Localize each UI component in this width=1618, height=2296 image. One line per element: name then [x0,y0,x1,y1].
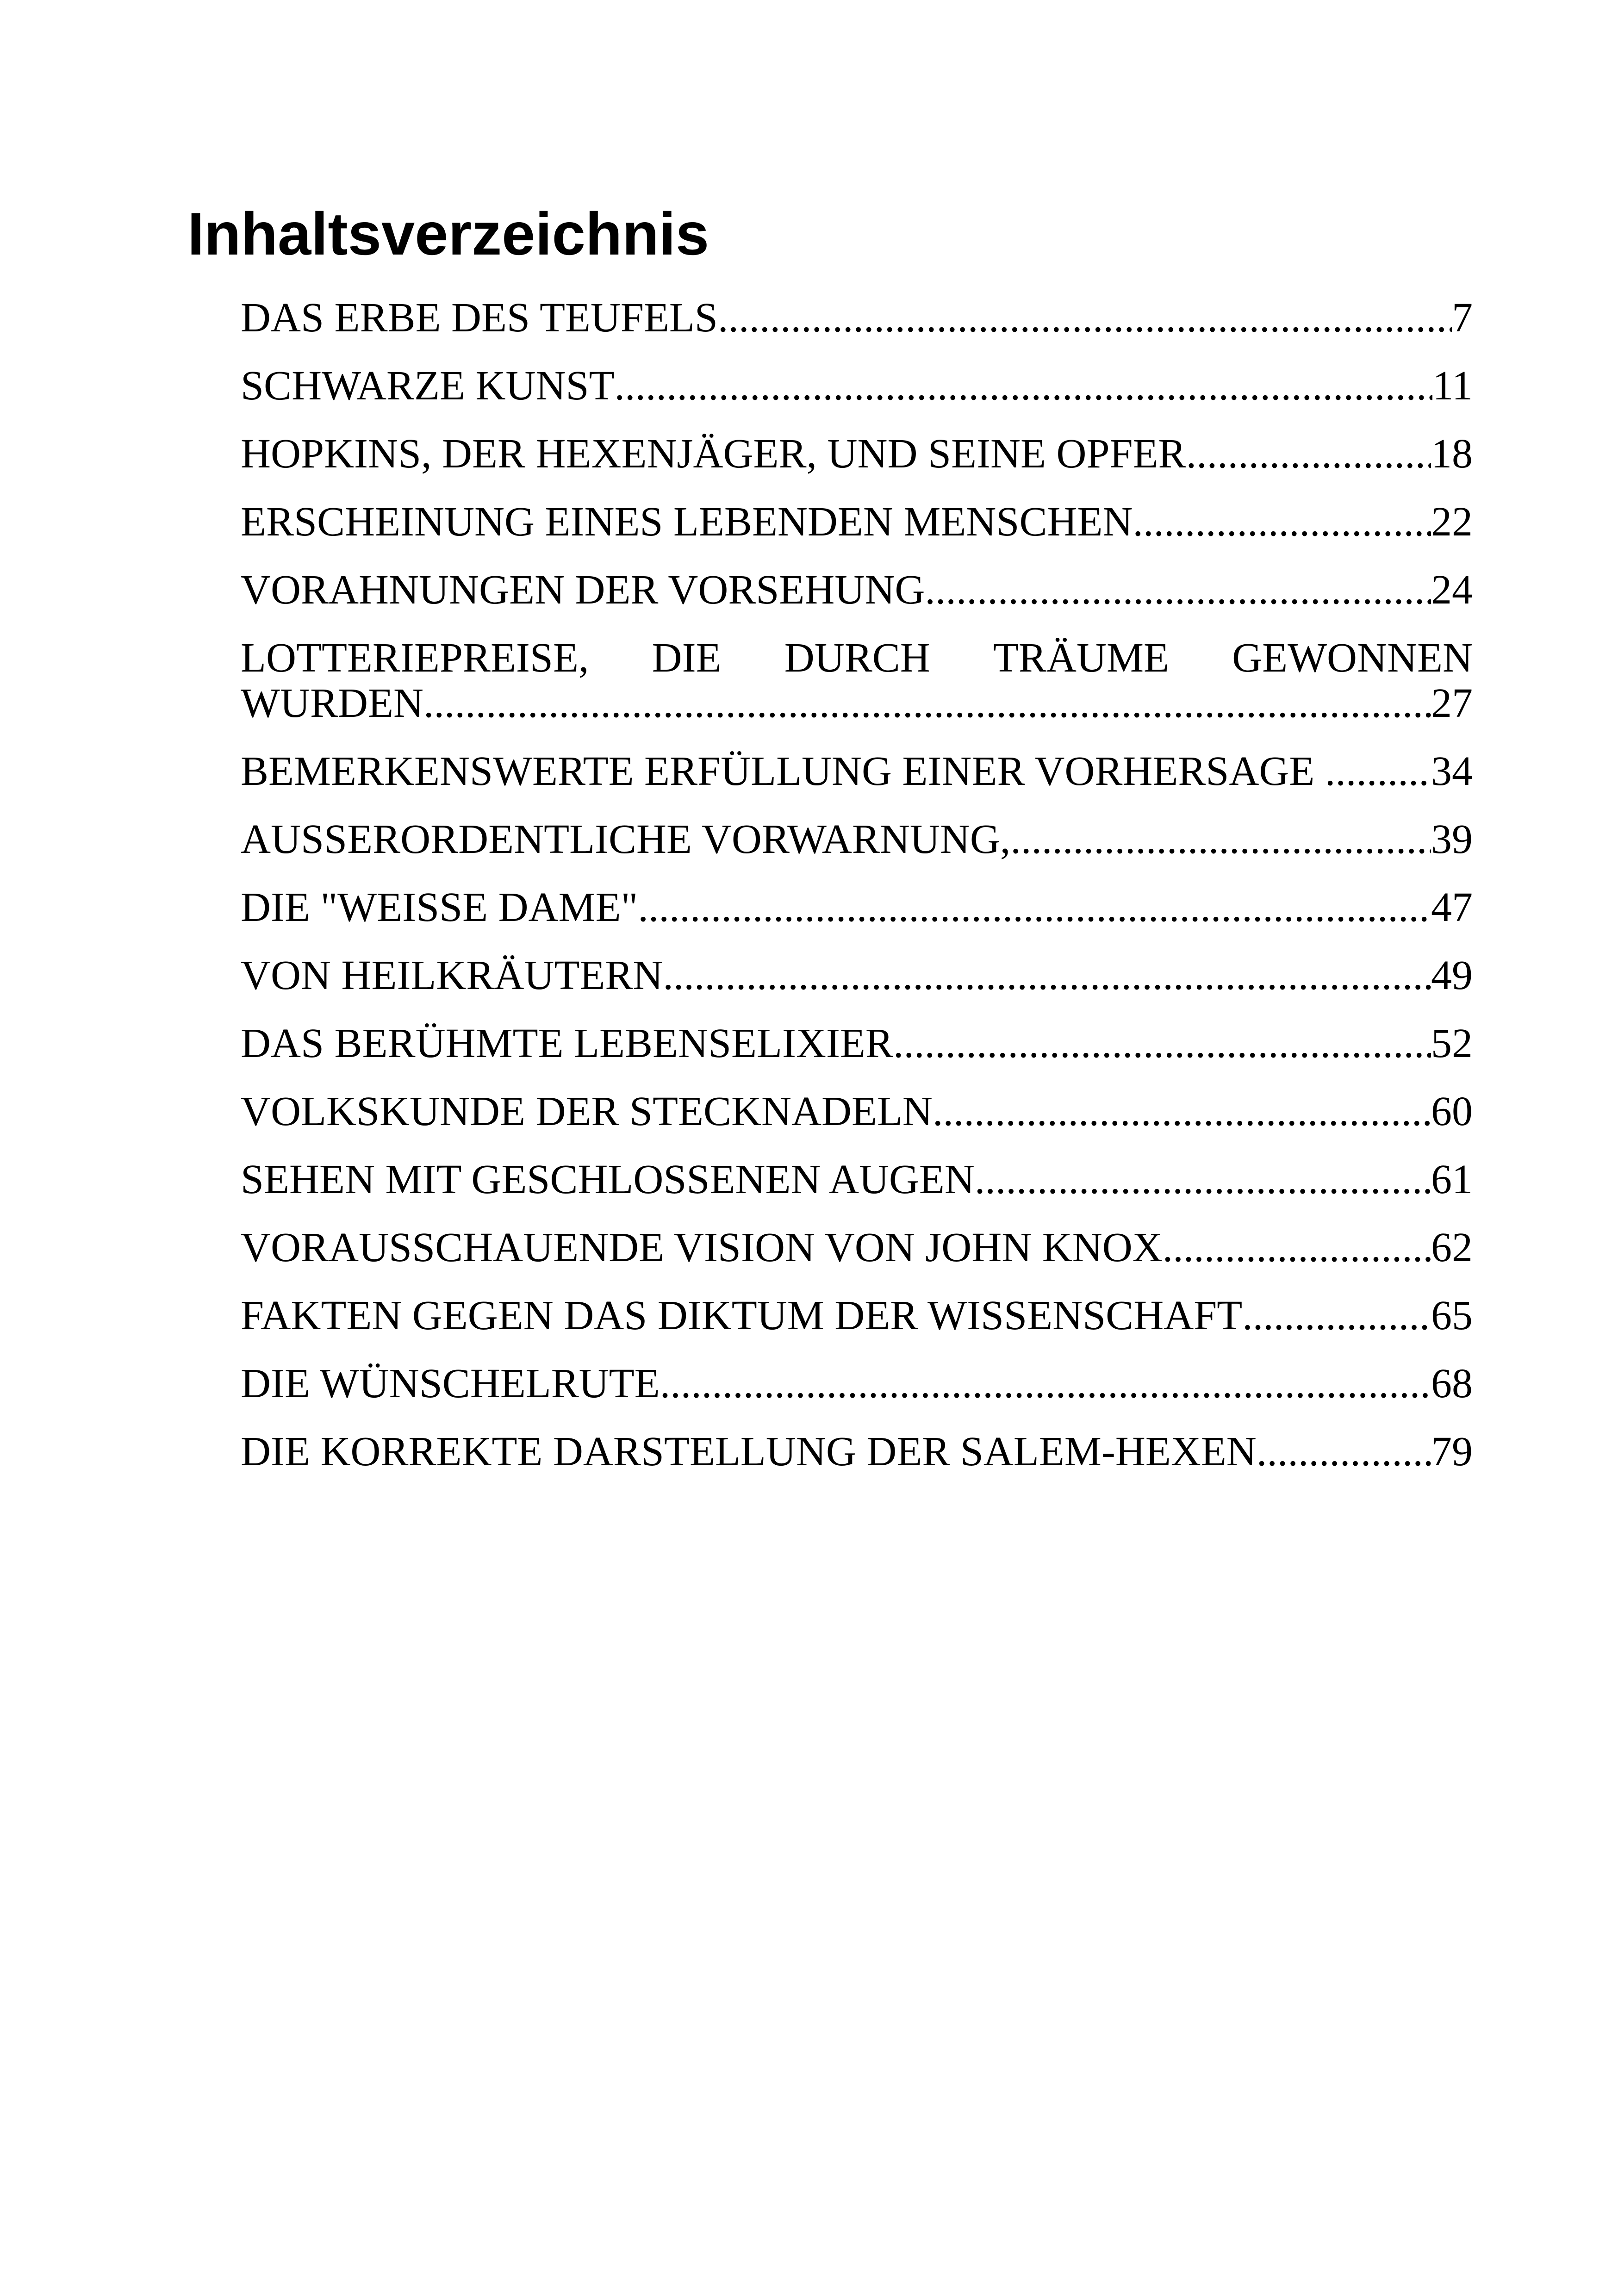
dot-leader [933,1089,1431,1134]
toc-entry-title-line2 [241,681,1473,726]
toc-entry-title: DAS BERÜHMTE LEBENSELIXIER [241,1020,893,1066]
dot-leader [1242,1293,1431,1338]
toc-entry-word: TRÄUME [993,635,1169,681]
toc-entry-title: BEMERKENSWERTE ERFÜLLUNG EINER VORHERSAGE [241,748,1325,794]
toc-entry-title: FAKTEN GEGEN DAS DIKTUM DER WISSENSCHAFT [241,1293,1243,1338]
toc-entry-page: 18 [1431,431,1473,477]
toc-entry-page: 7 [1452,295,1473,341]
toc-entry [241,635,1473,726]
toc-entry-title: VON HEILKRÄUTERN [241,952,663,998]
dot-leader [615,363,1433,409]
toc-entry-page: 65 [1431,1293,1473,1338]
toc-entry [241,1225,1473,1270]
toc-entry [241,567,1473,613]
toc-entry-title-line1 [241,635,1473,681]
toc-entry [241,1293,1473,1338]
toc-entry [241,953,1473,998]
toc-entry-page: 79 [1431,1429,1473,1475]
toc-entry-title: VORAHNUNGEN DER VORSEHUNG [241,567,925,613]
toc-entry [241,1021,1473,1066]
toc-entry-page: 24 [1431,567,1473,613]
toc-entry [241,363,1473,409]
dot-leader [1163,1225,1431,1270]
dot-leader [1010,817,1431,862]
toc-entry-page: 52 [1431,1020,1473,1066]
toc-entry [241,1089,1473,1134]
table-of-contents [241,295,1473,1497]
toc-entry-title: WURDEN [241,680,423,726]
toc-entry-title: DIE WÜNSCHELRUTE [241,1361,660,1406]
dot-leader [925,567,1431,613]
toc-entry-page: 39 [1431,816,1473,862]
toc-entry-page: 27 [1431,680,1473,726]
toc-entry [241,431,1473,477]
dot-leader [660,1361,1431,1406]
dot-leader [423,681,1431,726]
toc-entry-page: 47 [1431,884,1473,930]
toc-entry-page: 22 [1431,499,1473,545]
toc-entry-page: 62 [1431,1225,1473,1270]
toc-entry-page: 34 [1431,748,1473,794]
toc-entry-word: DURCH [784,635,930,681]
dot-leader [638,885,1431,930]
toc-entry-page: 61 [1431,1157,1473,1202]
dot-leader [663,953,1431,998]
dot-leader [1257,1429,1431,1475]
toc-entry-title: AUSSERORDENTLICHE VORWARNUNG, [241,816,1011,862]
toc-entry [241,749,1473,794]
toc-entry-page: 11 [1432,363,1473,409]
toc-entry [241,499,1473,545]
toc-entry-title: VORAUSSCHAUENDE VISION VON JOHN KNOX [241,1225,1163,1270]
dot-leader [975,1157,1431,1202]
toc-entry [241,1361,1473,1406]
toc-entry-word: GEWONNEN [1232,635,1473,681]
toc-entry [241,1157,1473,1202]
toc-entry [241,885,1473,930]
toc-entry [241,295,1473,341]
toc-entry-title: DIE "WEISSE DAME" [241,884,638,930]
toc-entry-title: SEHEN MIT GESCHLOSSENEN AUGEN [241,1157,975,1202]
toc-entry-word: LOTTERIEPREISE, [241,635,589,681]
dot-leader [1133,499,1431,545]
toc-entry [241,1429,1473,1475]
toc-entry [241,817,1473,862]
dot-leader [893,1021,1431,1066]
dot-leader [1186,431,1431,477]
toc-entry-page: 68 [1431,1361,1473,1406]
toc-entry-title: HOPKINS, DER HEXENJÄGER, UND SEINE OPFER [241,431,1186,477]
dot-leader [718,295,1452,341]
toc-entry-title: DIE KORREKTE DARSTELLUNG DER SALEM-HEXEN [241,1429,1257,1475]
dot-leader [1325,749,1431,794]
toc-entry-page: 60 [1431,1089,1473,1134]
toc-heading: Inhaltsverzeichnis [187,200,709,268]
toc-entry-page: 49 [1431,952,1473,998]
toc-entry-title: SCHWARZE KUNST [241,363,615,409]
toc-entry-title: ERSCHEINUNG EINES LEBENDEN MENSCHEN [241,499,1133,545]
toc-entry-title: VOLKSKUNDE DER STECKNADELN [241,1089,933,1134]
toc-entry-word: DIE [652,635,722,681]
toc-entry-title: DAS ERBE DES TEUFELS [241,295,718,341]
